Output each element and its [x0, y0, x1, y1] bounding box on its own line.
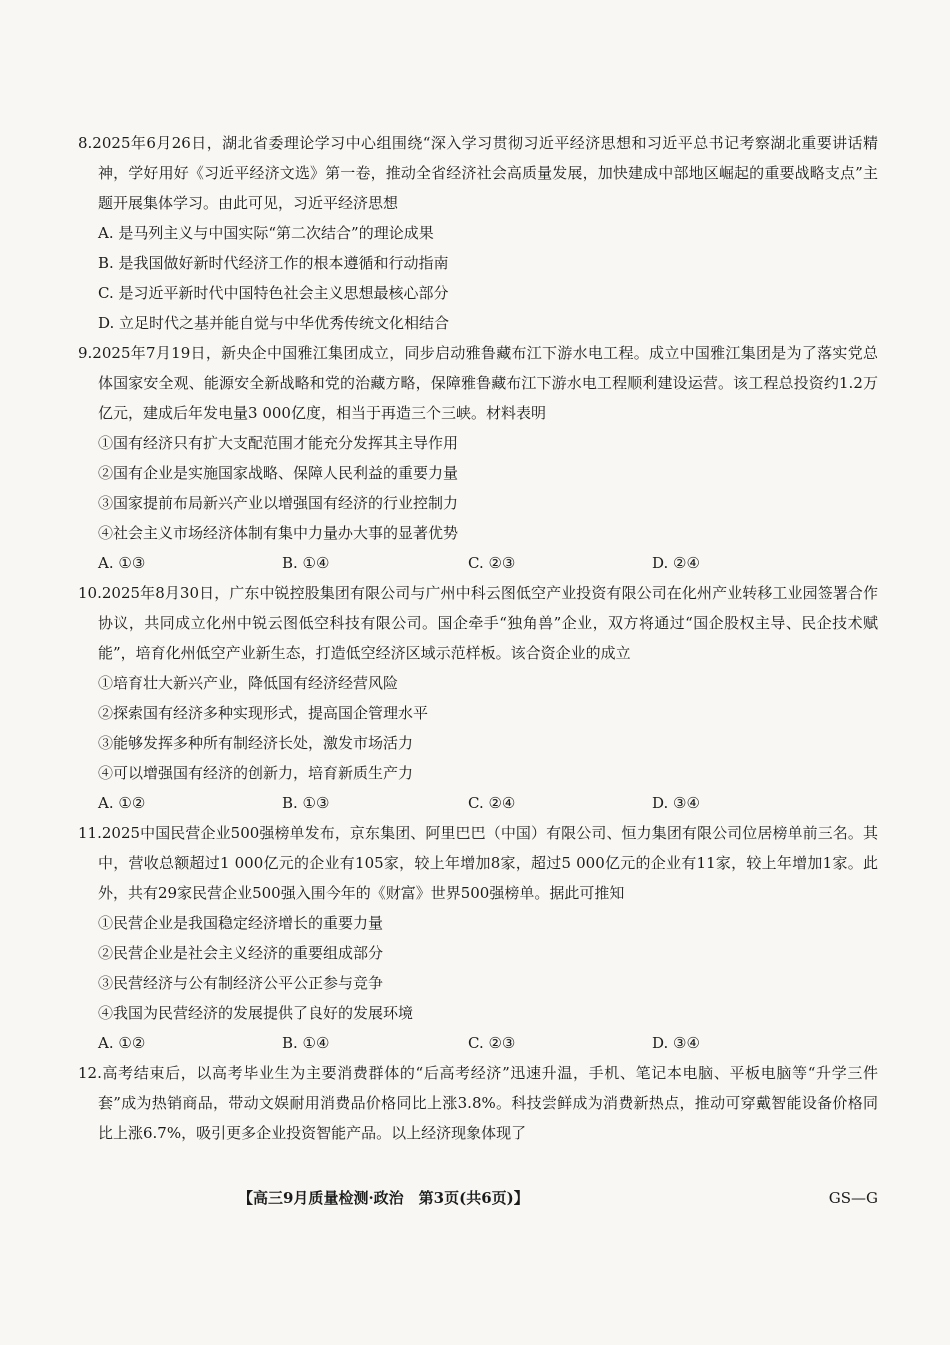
choice-d: D. ③④: [652, 794, 700, 812]
option-c: C. 是习近平新时代中国特色社会主义思想最核心部分: [98, 284, 449, 302]
question-9: [78, 338, 878, 578]
statement-3: ③国家提前布局新兴产业以增强国有经济的行业控制力: [98, 494, 459, 512]
question-12: [78, 1058, 878, 1148]
statement-2: ②国有企业是实施国家战略、保障人民利益的重要力量: [98, 464, 459, 482]
choice-b: B. ①④: [282, 1034, 330, 1052]
footer-code: GS—G: [828, 1189, 878, 1207]
choice-a: A. ①②: [98, 794, 146, 812]
choice-a: A. ①③: [98, 554, 146, 572]
choice-b: B. ①④: [282, 554, 330, 572]
statement-2: ②探索国有经济多种实现形式，提高国企管理水平: [98, 704, 429, 722]
footer-title: 【高三9月质量检测·政治 第3页(共6页)】: [238, 1189, 529, 1207]
statement-1: ①培育壮大新兴产业，降低国有经济经营风险: [98, 674, 399, 692]
choice-c: C. ②③: [468, 1034, 516, 1052]
choice-d: D. ②④: [652, 554, 700, 572]
choice-b: B. ①③: [282, 794, 330, 812]
answer-choices: [98, 788, 878, 818]
statement-1: ①民营企业是我国稳定经济增长的重要力量: [98, 914, 384, 932]
question-10: [78, 578, 878, 818]
option-d: D. 立足时代之基并能自觉与中华优秀传统文化相结合: [98, 314, 450, 332]
statement-3: ③能够发挥多种所有制经济长处，激发市场活力: [98, 734, 414, 752]
questions-area: [78, 128, 878, 1148]
question-stem: 8.2025年6月26日，湖北省委理论学习中心组围绕“深入学习贯彻习近平经济思想和习近平总书记考察湖北重要讲话精神，学好用好《习近平经济文选》第一卷，推动全省经济社会高质量发展，加快建成中部地区崛起的重要战略支点”主题开展集体学习。由此可见，习近平经济思想: [78, 134, 878, 212]
choice-d: D. ③④: [652, 1034, 700, 1052]
choice-c: C. ②③: [468, 554, 516, 572]
statement-2: ②民营企业是社会主义经济的重要组成部分: [98, 944, 384, 962]
statement-3: ③民营经济与公有制经济公平公正参与竞争: [98, 974, 384, 992]
answer-choices: [98, 1028, 878, 1058]
question-stem: 11.2025中国民营企业500强榜单发布，京东集团、阿里巴巴（中国）有限公司、恒力集团有限公司位居榜单前三名。其中，营收总额超过1 000亿元的企业有105家，较上年增加8家，超过5 000亿元的企业有11家，较上年增加1家。此外，共有29家民营企业500强入围今年的《财富》世界500强榜单。据此可推知: [78, 824, 878, 902]
statement-4: ④可以增强国有经济的创新力，培育新质生产力: [98, 764, 414, 782]
question-stem: 10.2025年8月30日，广东中锐控股集团有限公司与广州中科云图低空产业投资有限公司在化州产业转移工业园签署合作协议，共同成立化州中锐云图低空科技有限公司。国企牵手“独角兽”企业，双方将通过“国企股权主导、民企技术赋能”，培育化州低空产业新生态，打造低空经济区域示范样板。该合资企业的成立: [78, 584, 878, 662]
answer-choices: [98, 548, 878, 578]
choice-c: C. ②④: [468, 794, 516, 812]
question-11: [78, 818, 878, 1058]
question-stem: 12.高考结束后，以高考毕业生为主要消费群体的“后高考经济”迅速升温，手机、笔记本电脑、平板电脑等“升学三件套”成为热销商品，带动文娱耐用消费品价格同比上涨3.8%。科技尝鲜成为消费新热点，推动可穿戴智能设备价格同比上涨6.7%，吸引更多企业投资智能产品。以上经济现象体现了: [78, 1064, 878, 1142]
question-8: [78, 128, 878, 338]
statement-4: ④我国为民营经济的发展提供了良好的发展环境: [98, 1004, 414, 1022]
choice-a: A. ①②: [98, 1034, 146, 1052]
option-a: A. 是马列主义与中国实际“第二次结合”的理论成果: [98, 224, 434, 242]
option-b: B. 是我国做好新时代经济工作的根本遵循和行动指南: [98, 254, 449, 272]
statement-4: ④社会主义市场经济体制有集中力量办大事的显著优势: [98, 524, 459, 542]
question-stem: 9.2025年7月19日，新央企中国雅江集团成立，同步启动雅鲁藏布江下游水电工程。成立中国雅江集团是为了落实党总体国家安全观、能源安全新战略和党的治藏方略，保障雅鲁藏布江下游水电工程顺利建设运营。该工程总投资约1.2万亿元，建成后年发电量3 000亿度，相当于再造三个三峡。材料表明: [78, 344, 878, 422]
statement-1: ①国有经济只有扩大支配范围才能充分发挥其主导作用: [98, 434, 459, 452]
